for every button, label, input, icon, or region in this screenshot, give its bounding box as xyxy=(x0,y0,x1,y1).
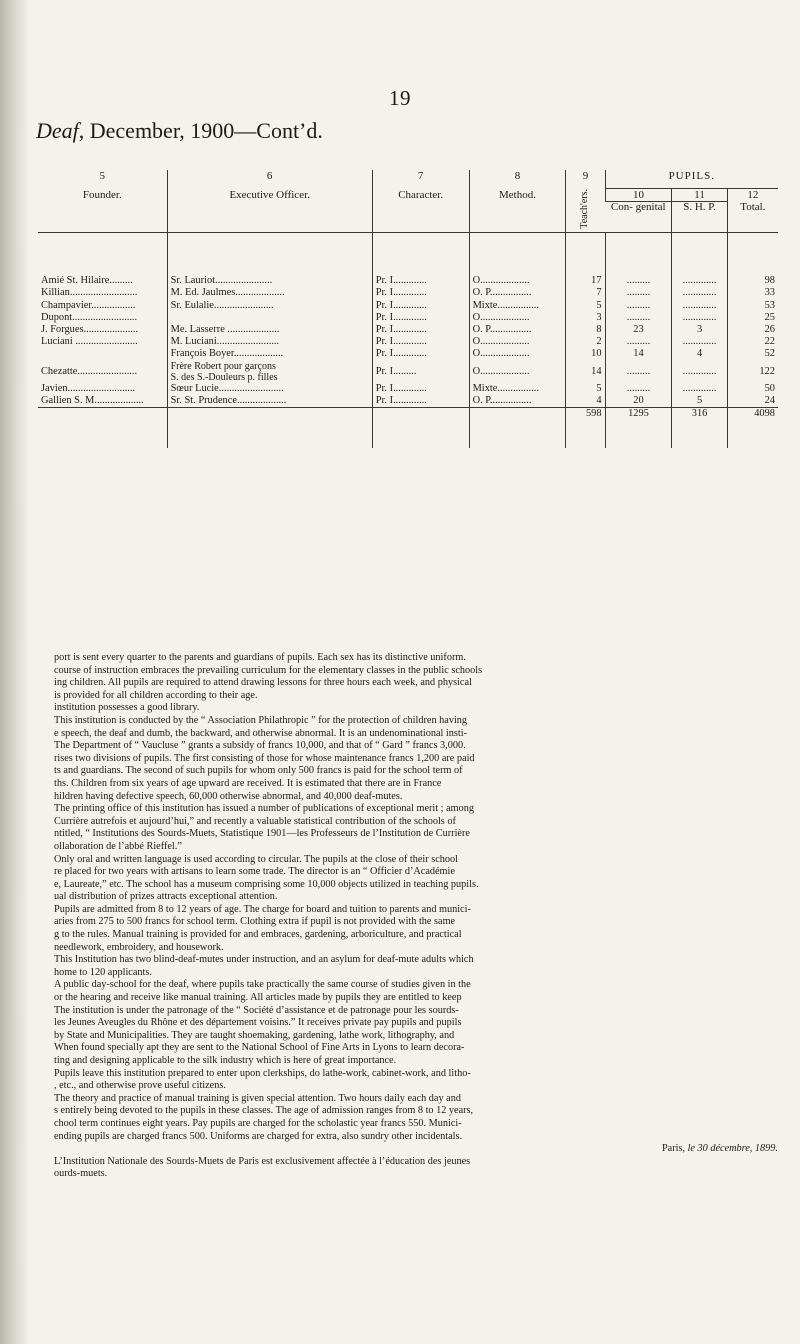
notes-section xyxy=(40,652,778,1181)
sh-cell: 4 xyxy=(672,348,727,360)
congenital-header: Con- genital xyxy=(605,202,672,233)
note-line: g to the rules. Manual training is provided for and embraces, gardening, arboriculture, and practical xyxy=(54,929,462,941)
teachers-header xyxy=(566,189,605,233)
note-line: rises two divisions of pupils. The first consisting of those for whose maintenance francs 1,200 are paid xyxy=(54,752,475,764)
note-line: ual distribution of prizes attracts exceptional attention. xyxy=(54,891,278,903)
founder-header: Founder. xyxy=(38,189,167,233)
founder-cell: Champavier................. xyxy=(41,299,136,311)
total-cell: 22 xyxy=(727,336,778,348)
method-cell: O. P................ xyxy=(469,324,566,336)
sh-cell: ............. xyxy=(672,300,727,312)
total-cell: 33 xyxy=(727,287,778,299)
pupils-header: PUPILS. xyxy=(605,170,778,189)
teachers-cell: 8 xyxy=(566,324,605,336)
founder-cell: Javien.......................... xyxy=(41,382,136,394)
executive-cell: Sœur Lucie......................... xyxy=(167,383,372,395)
sh-cell: ............. xyxy=(672,275,727,287)
note-line: s entirely being devoted to the pupils in these classes. The age of admission ranges from 8 to 12 years, xyxy=(54,1105,474,1117)
note-line: e speech, the deaf and dumb, the backward, and otherwise abnormal. It is an undenominational insti- xyxy=(54,727,468,739)
teachers-cell: 4 xyxy=(566,395,605,408)
col-number: 6 xyxy=(167,170,372,189)
congenital-cell: 20 xyxy=(605,395,672,408)
congenital-cell: 23 xyxy=(605,324,672,336)
executive-line: S. des S.-Douleurs p. filles xyxy=(170,371,278,383)
character-cell: Pr. I............. xyxy=(372,395,469,408)
note-line: needlework, embroidery, and housework. xyxy=(54,941,224,953)
note-line: A public day-school for the deaf, where pupils take practically the same course of studies given in the xyxy=(54,979,471,991)
col-number: 9 xyxy=(566,170,605,189)
total-cell: 50 xyxy=(727,383,778,395)
method-cell: O................... xyxy=(469,275,566,287)
table-row xyxy=(38,395,778,408)
executive-cell xyxy=(167,312,372,324)
congenital-cell: ......... xyxy=(605,361,672,383)
heading-prefix: Deaf xyxy=(36,118,79,143)
note-line: The theory and practice of manual training is given special attention. Two hours daily each day and xyxy=(54,1092,461,1104)
note-line: is provided for all children according to their age. xyxy=(54,689,258,701)
col-number: 12 xyxy=(747,189,759,201)
table-row xyxy=(38,287,778,299)
col-number: 7 xyxy=(372,170,469,189)
totals-row xyxy=(38,408,778,431)
character-cell: Pr. I............. xyxy=(372,300,469,312)
congenital-cell: ......... xyxy=(605,312,672,324)
note-line: ollaboration de l’abbé Rieffel.” xyxy=(54,840,182,852)
founder-cell: Killian.......................... xyxy=(41,287,138,299)
table-row xyxy=(38,348,778,360)
note-line: by State and Municipalities. They are taught shoemaking, gardening, lathe work, lithography, and xyxy=(54,1029,455,1041)
total-cell: 98 xyxy=(727,275,778,287)
executive-cell: Sr. Lauriot...................... xyxy=(167,275,372,287)
character-cell: Pr. I............. xyxy=(372,324,469,336)
method-header: Method. xyxy=(469,189,566,233)
note-line: Currière autrefois et aujourd’hui,” and recently a valuable statistical contribution of the schools of xyxy=(54,815,456,827)
teachers-cell: 5 xyxy=(566,383,605,395)
character-cell: Pr. I............. xyxy=(372,348,469,360)
executive-cell: M. Ed. Jaulmes................... xyxy=(167,287,372,299)
sh-total: 316 xyxy=(672,408,727,431)
teachers-cell: 17 xyxy=(566,275,605,287)
character-cell: Pr. I......... xyxy=(372,361,469,383)
table-row xyxy=(38,361,778,383)
col-number: 11 xyxy=(672,189,727,202)
total-header-text: Total. xyxy=(740,201,766,214)
total-cell: 26 xyxy=(727,324,778,336)
total-header xyxy=(727,189,778,233)
note-line: hildren having defective speech, 60,000 otherwise abnormal, and 40,000 deaf-mutes. xyxy=(54,790,403,802)
congenital-total: 1295 xyxy=(605,408,672,431)
congenital-cell: ......... xyxy=(605,287,672,299)
note-line: When found specially apt they are sent to the National School of Fine Arts in Lyons to learn decora- xyxy=(54,1042,465,1054)
executive-header: Executive Officer. xyxy=(167,189,372,233)
col-number: 5 xyxy=(99,170,106,182)
note-line: course of instruction embraces the prevailing curriculum for the elementary classes in the public schools xyxy=(54,664,483,676)
sh-cell: 3 xyxy=(672,324,727,336)
sh-header: S. H. P. xyxy=(672,202,727,233)
note-line: chool term continues eight years. Pay pupils are charged for the scholastic year francs 550. Munici- xyxy=(54,1117,462,1129)
congenital-cell: ......... xyxy=(605,336,672,348)
total-cell: 122 xyxy=(727,361,778,383)
note-line: e, Laureate,” etc. The school has a museum comprising some 10,000 objects utilized in teaching pupils. xyxy=(54,878,479,890)
note-line: ting and designing applicable to the silk industry which is here of great importance. xyxy=(54,1055,397,1066)
sh-cell: ............. xyxy=(672,336,727,348)
table-row xyxy=(38,336,778,348)
sh-cell: ............. xyxy=(672,361,727,383)
sh-cell: 5 xyxy=(672,395,727,408)
signature-line xyxy=(40,1143,778,1156)
executive-cell: Sr. Eulalie....................... xyxy=(167,300,372,312)
founder-cell: Dupont......................... xyxy=(41,311,138,323)
character-cell: Pr. I............. xyxy=(372,312,469,324)
total-cell: 25 xyxy=(727,312,778,324)
congenital-cell: ......... xyxy=(605,300,672,312)
congenital-cell: ......... xyxy=(605,383,672,395)
note-line: institution possesses a good library. xyxy=(54,702,200,714)
founder-cell: Gallien S. M................... xyxy=(41,394,144,406)
closing-line: L’Institution Nationale des Sourds-Muets de Paris est exclusivement affectée à l’éducation des jeunes xyxy=(54,1155,471,1167)
table-row xyxy=(38,312,778,324)
teachers-cell: 10 xyxy=(566,348,605,360)
note-line: The printing office of this institution has issued a number of publications of exceptional merit ; among xyxy=(54,803,474,815)
method-cell: Mixte................ xyxy=(469,300,566,312)
total-cell: 53 xyxy=(727,300,778,312)
founder-cell: J. Forgues..................... xyxy=(41,324,139,336)
note-line: les Jeunes Aveugles du Rhône et des département voisins.” It receives private pay pupils and pupils xyxy=(54,1017,462,1029)
teachers-total: 598 xyxy=(566,408,605,431)
closing-line: ourds-muets. xyxy=(54,1168,108,1180)
institutions-table xyxy=(38,170,778,448)
executive-line: Frère Robert pour garçons xyxy=(170,360,276,372)
note-line: home to 120 applicants. xyxy=(54,966,152,978)
method-cell: O................... xyxy=(469,361,566,383)
note-line: ing children. All pupils are required to attend drawing lessons for three hours each week, and physical xyxy=(54,677,472,689)
note-line: The Department of “ Vaucluse ” grants a subsidy of francs 10,000, and that of “ Gard ” francs 3,000. xyxy=(54,740,466,752)
col-number: 10 xyxy=(605,189,672,202)
character-cell: Pr. I............. xyxy=(372,275,469,287)
founder-cell: Amié St. Hilaire......... xyxy=(41,275,133,287)
note-line: ts and guardians. The second of such pupils for whom only 500 francs is paid for the school term of xyxy=(54,765,463,777)
signature-date: le 30 décembre, 1899. xyxy=(687,1143,778,1155)
method-cell: O. P................ xyxy=(469,287,566,299)
executive-cell: François Boyer................... xyxy=(167,348,372,360)
page-heading xyxy=(36,118,323,144)
signature-place: Paris, xyxy=(661,1143,686,1155)
note-line: The institution is under the patronage of the “ Société d’assistance et de patronage pour les sourds- xyxy=(54,1004,459,1016)
note-line: ths. Children from six years of age upward are received. It is estimated that there are in France xyxy=(54,777,442,789)
col-number: 8 xyxy=(469,170,566,189)
method-cell: O................... xyxy=(469,336,566,348)
founder-cell: Chezatte....................... xyxy=(41,365,138,377)
note-line: ending pupils are charged francs 500. Uniforms are charged for extra, also sundry other incidentals. xyxy=(54,1130,463,1142)
executive-cell: Me. Lasserre .................... xyxy=(167,324,372,336)
executive-cell: Sr. St. Prudence................... xyxy=(167,395,372,408)
total-cell: 24 xyxy=(727,395,778,408)
teachers-cell: 5 xyxy=(566,300,605,312)
teachers-cell: 14 xyxy=(566,361,605,383)
teachers-header-text: Teach'ers. xyxy=(579,188,591,229)
table-row xyxy=(38,300,778,312)
teachers-cell: 3 xyxy=(566,312,605,324)
note-line: ntitled, “ Institutions des Sourds-Muets, Statistique 1901—les Professeurs de l’Institution de Currière xyxy=(54,828,470,840)
founder-cell: Luciani ........................ xyxy=(41,336,138,348)
note-line: port is sent every quarter to the parents and guardians of pupils. Each sex has its distinctive uniform. xyxy=(54,652,466,663)
method-cell: Mixte................ xyxy=(469,383,566,395)
note-line: This Institution has two blind-deaf-mutes under instruction, and an asylum for deaf-mute adults which xyxy=(54,954,474,966)
note-line: Pupils are admitted from 8 to 12 years of age. The charge for board and tuition to parents and munici- xyxy=(54,903,471,915)
sh-cell: ............. xyxy=(672,383,727,395)
note-line: Only oral and written language is used according to circular. The pupils at the close of their school xyxy=(54,853,458,865)
character-cell: Pr. I............. xyxy=(372,287,469,299)
table-row xyxy=(38,383,778,395)
note-line: This institution is conducted by the “ Association Philathropic ” for the protection of children having xyxy=(54,714,468,726)
character-cell: Pr. I............. xyxy=(372,383,469,395)
grand-total: 4098 xyxy=(727,408,778,431)
table-row xyxy=(38,324,778,336)
congenital-cell: 14 xyxy=(605,348,672,360)
note-line: Pupils leave this institution prepared to enter upon clerkships, do lathe-work, cabinet-work, and litho- xyxy=(54,1067,471,1079)
teachers-cell: 7 xyxy=(566,287,605,299)
sh-cell: ............. xyxy=(672,312,727,324)
page-number: 19 xyxy=(389,86,411,110)
method-cell: O................... xyxy=(469,312,566,324)
heading-suffix: , December, 1900—Cont’d. xyxy=(78,118,323,143)
note-line: or the hearing and receive like manual training. All articles made by pupils they are entitled to keep xyxy=(54,992,462,1004)
teachers-cell: 2 xyxy=(566,336,605,348)
sh-cell: ............. xyxy=(672,287,727,299)
binding-edge xyxy=(0,0,30,1344)
congenital-cell: ......... xyxy=(605,275,672,287)
table-row xyxy=(38,275,778,287)
character-cell: Pr. I............. xyxy=(372,336,469,348)
note-line: re placed for two years with artisans to learn some trade. The director is an “ Officier d’Académie xyxy=(54,866,455,878)
founder-cell xyxy=(38,348,167,360)
note-line: , etc., and otherwise prove useful citizens. xyxy=(54,1080,226,1092)
method-cell: O. P................ xyxy=(469,395,566,408)
total-cell: 52 xyxy=(727,348,778,360)
method-cell: O................... xyxy=(469,348,566,360)
executive-cell xyxy=(167,361,372,383)
executive-cell: M. Luciani........................ xyxy=(167,336,372,348)
note-line: aries from 275 to 500 francs for school term. Clothing extra if pupil is not provided with the same xyxy=(54,916,456,928)
character-header: Character. xyxy=(372,189,469,233)
